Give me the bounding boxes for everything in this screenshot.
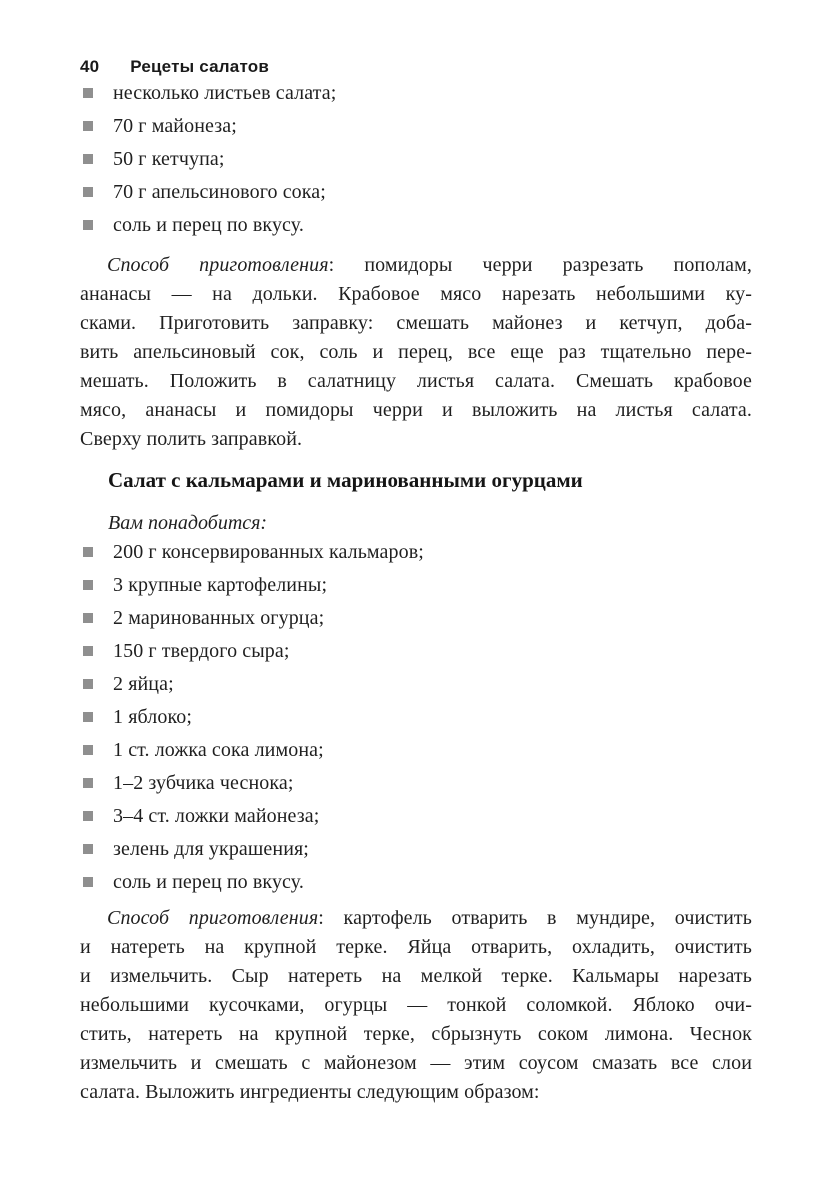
square-bullet-icon	[83, 580, 93, 590]
ingredient-item	[80, 569, 752, 602]
ingredient-text: 1–2 зубчика чеснока;	[113, 772, 294, 794]
paragraph-line: сками. Приготовить заправку: смешать майонез и кетчуп, доба-	[80, 312, 752, 334]
square-bullet-icon	[83, 811, 93, 821]
running-header	[80, 57, 752, 77]
paragraph-first-line	[80, 251, 752, 280]
ingredient-text: 1 яблоко;	[113, 706, 193, 728]
ingredient-text: 2 яйца;	[113, 673, 174, 695]
recipe-title: Салат с кальмарами и маринованными огурцами	[108, 468, 583, 492]
ingredient-text: 70 г апельсинового сока;	[113, 181, 326, 203]
paragraph-line: ананасы — на дольки. Крабовое мясо нарезать небольшими ку-	[80, 283, 752, 305]
ingredient-text: зелень для украшения;	[113, 838, 309, 860]
square-bullet-icon	[83, 88, 93, 98]
square-bullet-icon	[83, 844, 93, 854]
square-bullet-icon	[83, 547, 93, 557]
ingredient-text: несколько листьев салата;	[113, 82, 337, 104]
square-bullet-icon	[83, 778, 93, 788]
paragraph-lines	[80, 280, 752, 454]
square-bullet-icon	[83, 121, 93, 131]
ingredient-item	[80, 209, 752, 242]
ingredient-text: 1 ст. ложка сока лимона;	[113, 739, 324, 761]
paragraph-lines	[80, 933, 752, 1107]
paragraph-line: Сверху полить заправкой.	[80, 428, 303, 450]
square-bullet-icon	[83, 877, 93, 887]
square-bullet-icon	[83, 220, 93, 230]
ingredient-item	[80, 110, 752, 143]
square-bullet-icon	[83, 187, 93, 197]
ingredient-text: 50 г кетчупа;	[113, 148, 225, 170]
method-paragraph-1	[80, 251, 752, 454]
paragraph-first-line	[80, 904, 752, 933]
paragraph-line: и измельчить. Сыр натереть на мелкой терке. Кальмары нарезать	[80, 965, 752, 987]
ingredient-text: 3–4 ст. ложки майонеза;	[113, 805, 320, 827]
ingredient-item	[80, 635, 752, 668]
square-bullet-icon	[83, 679, 93, 689]
ingredient-item	[80, 866, 752, 899]
paragraph-line: салата. Выложить ингредиенты следующим образом:	[80, 1081, 540, 1103]
method-first-rest: : помидоры черри разрезать пополам,	[328, 254, 752, 276]
ingredient-item	[80, 536, 752, 569]
paragraph-line: измельчить и смешать с майонезом — этим соусом смазать все слои	[80, 1052, 752, 1074]
method-lead: Способ приготовления	[107, 907, 319, 929]
ingredient-item	[80, 668, 752, 701]
running-title: Рецеты салатов	[130, 57, 269, 76]
ingredient-text: 70 г майонеза;	[113, 115, 237, 137]
paragraph-line: вить апельсиновый сок, соль и перец, все еще раз тщательно пере-	[80, 341, 752, 363]
ingredient-item	[80, 176, 752, 209]
ingredient-text: соль и перец по вкусу.	[113, 871, 304, 893]
square-bullet-icon	[83, 712, 93, 722]
ingredient-text: 150 г твердого сыра;	[113, 640, 290, 662]
ingredient-item	[80, 833, 752, 866]
paragraph-line: стить, натереть на крупной терке, сбрызнуть соком лимона. Чеснок	[80, 1023, 752, 1045]
paragraph-line: небольшими кусочками, огурцы — тонкой соломкой. Яблоко очи-	[80, 994, 752, 1016]
ingredients-list-2	[80, 536, 752, 899]
method-first-rest: : картофель отварить в мундире, очистить	[318, 907, 752, 929]
page-number: 40	[80, 57, 100, 76]
ingredient-item	[80, 143, 752, 176]
ingredient-text: 200 г консервированных кальмаров;	[113, 541, 424, 563]
ingredient-item	[80, 800, 752, 833]
ingredients-intro: Вам понадобится:	[108, 512, 268, 534]
ingredient-text: 2 маринованных огурца;	[113, 607, 325, 629]
ingredient-item	[80, 734, 752, 767]
ingredient-item	[80, 701, 752, 734]
ingredient-text: 3 крупные картофелины;	[113, 574, 328, 596]
square-bullet-icon	[83, 154, 93, 164]
square-bullet-icon	[83, 613, 93, 623]
ingredient-item	[80, 767, 752, 800]
square-bullet-icon	[83, 745, 93, 755]
ingredient-item	[80, 602, 752, 635]
ingredient-item	[80, 77, 752, 110]
paragraph-line: и натереть на крупной терке. Яйца отварить, охладить, очистить	[80, 936, 752, 958]
square-bullet-icon	[83, 646, 93, 656]
paragraph-line: мясо, ананасы и помидоры черри и выложить на листья салата.	[80, 399, 752, 421]
ingredients-list-1	[80, 77, 752, 242]
paragraph-line: мешать. Положить в салатницу листья салата. Смешать крабовое	[80, 370, 752, 392]
ingredient-text: соль и перец по вкусу.	[113, 214, 304, 236]
method-lead: Способ приготовления	[107, 254, 329, 276]
method-paragraph-2	[80, 904, 752, 1107]
